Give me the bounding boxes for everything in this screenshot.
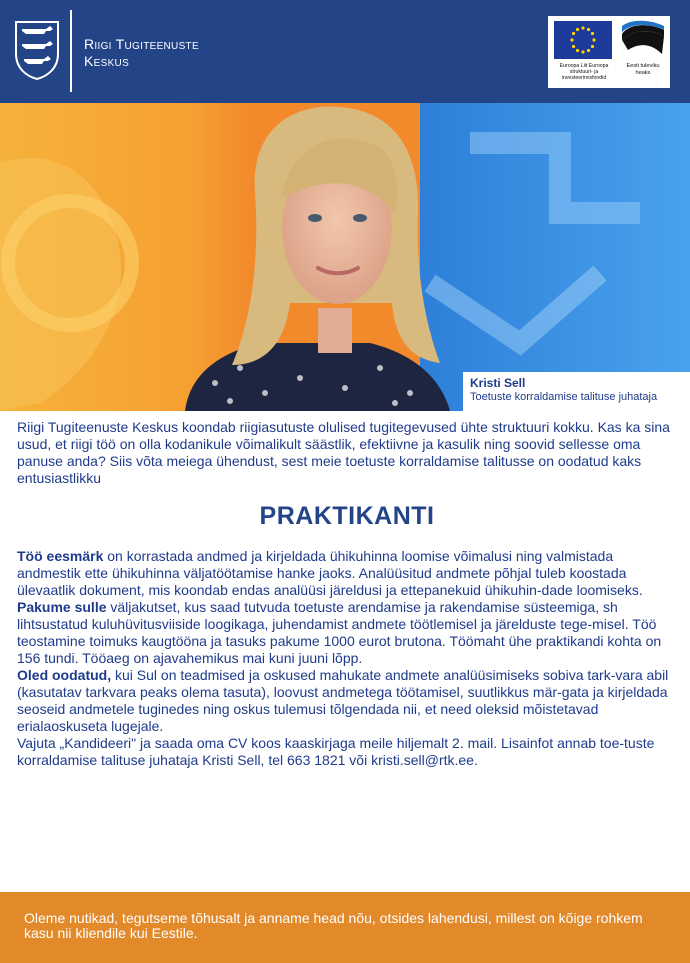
photo-caption [463,372,690,411]
funding-logos [548,16,670,88]
apply-paragraph: Vajuta „Kandideeri" ja saada oma CV koos kaaskirjaga meile hiljemalt 2. mail. Lisainfot annab toe-tuste korraldamise talituse juhataja Kristi Sell, tel 663 1821 või kristi.sell@rtk.ee. [17,735,655,768]
org-name-line2: Keskus [84,53,130,69]
offer-text: väljakutset, kus saad tutvuda toetuste arendamise ja rakendamise süsteemiga, sh lihtsustatud kuluhüvitusviiside loogikaga, juhendamist andmete töötlemisel ja järelduste tege-misel. Töö teostamine toimuks kaugtööna ja tasuks pakume 1000 eurot brutona. Töömaht ühe praktikandi kohta on 156 tundi. Tööaeg on ajavahemikus mai kuni juuni lõpp. [17,599,662,666]
expect-text: kui Sul on teadmised ja oskused mahukate andmete analüüsimiseks sobiva tark-vara abil (kasutatav tarkvara peaks olema tasuta), loovust andmetega töötamisel, suutlikkus mär-gata ja kirjeldada seoseid andmetele tuginedes ning oskus tulemusi tõlgendada nii, et need oleksid mõistetavad erialaoskuseta lugejale. [17,667,669,734]
estonia-future-logo-icon [618,20,666,60]
person-role: Toetuste korraldamise talituse juhataja [470,391,658,403]
footer-slogan: Oleme nutikad, tegutseme tõhusalt ja anname head nõu, otsides lahendusi, millest on kõige rohkem kasu nii kliendile kui Eestile. [24,910,643,941]
person-name: Kristi Sell [470,376,526,390]
goal-text: on korrastada andmed ja kirjeldada ühikuhinna loomise võimalusi ning valmistada andmestik ette ühikuhinna väljatöötamise hanke jaoks. Analüüsitud andmete põhjal tuleb koostada ülevaatlik dokument, mis koondab endas analüüsi järeldusi ja ettepanekuid ühikuhin-dade loomiseks. [17,548,643,598]
expect-paragraph [17,667,677,735]
goal-lead: Töö eesmärk [17,548,104,564]
goal-paragraph [17,548,677,599]
offer-paragraph [17,599,677,667]
header-divider [70,10,72,92]
org-name-line1: Riigi Tugiteenuste [84,36,199,52]
expect-lead: Oled oodatud, [17,667,112,683]
main-content [17,419,677,769]
eu-flag-icon [554,21,612,59]
portrait-illustration [0,103,690,411]
position-heading: PRAKTIKANTI [259,502,435,530]
hero-photo [0,103,690,411]
offer-lead: Pakume sulle [17,599,107,615]
organization-name [84,36,199,70]
intro-paragraph: Riigi Tugiteenuste Keskus koondab riigiasutuste olulised tugitegevused ühte struktuuri kokku. Kas ka sina usud, et riigi töö on olla kodanikule võimalikult säästlik, efektiivne ja kasulik ning soovid sellesse oma panuse anda? Siis võta meiega ühendust, sest meie toetuste korraldamise talitusse on oodatud kaks entusiastlikku [17,419,670,486]
eu-caption: Euroopa Liit Euroopa struktuuri- ja investeerimisfondid [559,63,609,81]
footer-bar [0,892,690,963]
estonian-coat-of-arms-icon [14,20,60,80]
ee-caption: Eesti tuleviku heaks [626,63,660,76]
header-bar [0,0,690,103]
